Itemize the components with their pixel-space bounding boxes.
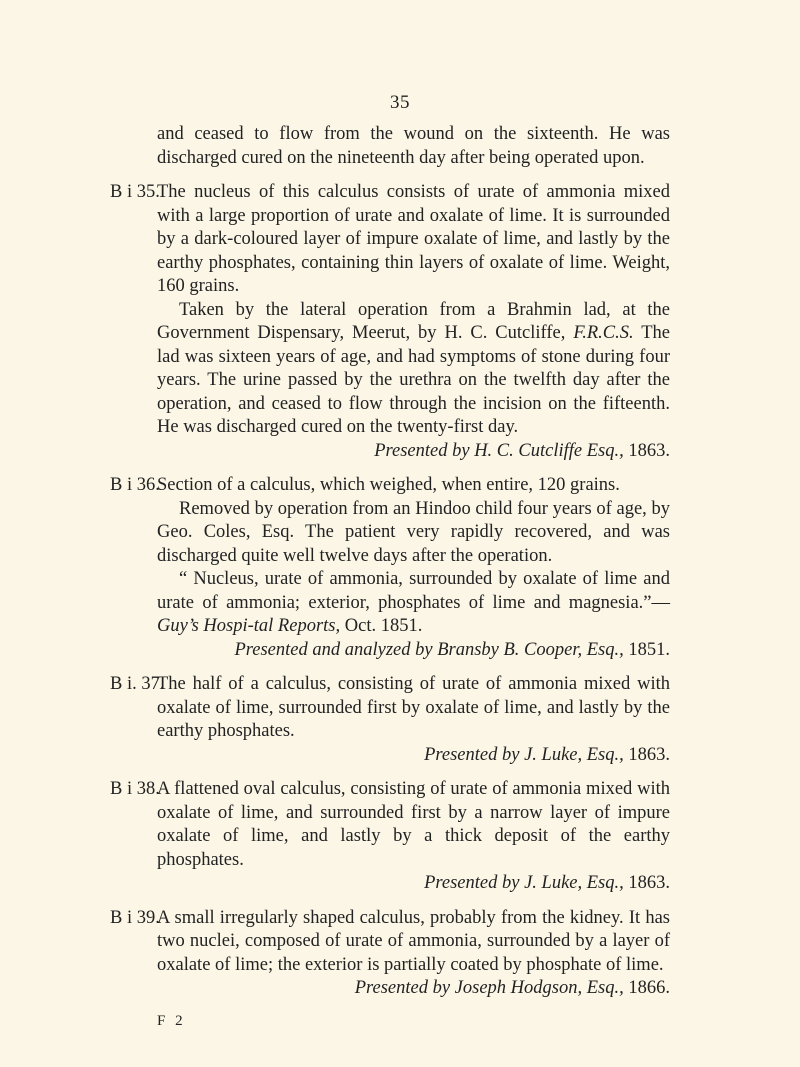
entry-history: Removed by operation from an Hindoo child four years of age, by Geo. Coles, Esq. The patient very rapidly recovered, and was discharged quite well twelve days after the operation.: [157, 498, 670, 566]
credit-year: 1863.: [628, 873, 670, 893]
entry-credit: [157, 639, 670, 663]
entry-description: Section of a calculus, which weighed, when entire, 120 grains.: [157, 475, 620, 495]
continuation-paragraph: [110, 123, 670, 170]
entry-credit: [157, 440, 670, 464]
entry-description: The nucleus of this calculus consists of urate of ammonia mixed with a large proportion of urate and oxalate of lime. It is surrounded by a dark-coloured layer of impure oxalate of lime, and lastly by the earthy phosphates, containing thin layers of oxalate of lime. Weight, 160 grains.: [157, 182, 670, 296]
entry-description: A small irregularly shaped calculus, probably from the kidney. It has two nuclei, composed of urate of ammonia, surrounded by a layer of oxalate of lime; the exterior is partially coated by phosphate of lime.: [157, 907, 670, 975]
page-body: [110, 123, 670, 1033]
entry-label: B i 38.: [110, 779, 160, 799]
history-text-rest: The lad was sixteen years of age, and had symptoms of stone during four years. The urine passed by the urethra on the twelfth day after the operation, and ceased to flow through the incision on the fifteenth. He was discharged cured on the twenty-first day.: [157, 323, 671, 437]
entry-quote: [157, 568, 670, 639]
entry-description: The half of a calculus, consisting of urate of ammonia mixed with oxalate of lime, surrounded first by oxalate of lime, and lastly by the earthy phosphates.: [157, 674, 670, 741]
history-italic: F.R.C.S.: [573, 323, 634, 343]
entry-credit: [157, 744, 670, 768]
credit-year: 1866.: [628, 978, 670, 998]
credit-year: 1863.: [628, 440, 670, 461]
catalogue-entry: [110, 778, 670, 896]
catalogue-entry: [110, 907, 670, 1001]
quote-text: “ Nucleus, urate of ammonia, surrounded by oxalate of lime and urate of ammonia; exterior, phosphates of lime and magnesia.”—: [157, 569, 670, 613]
credit-year: 1851.: [628, 639, 670, 660]
signature-mark: F 2: [157, 1012, 186, 1029]
quote-source: Guy’s Hospi-tal Reports,: [157, 616, 341, 636]
entry-label: B i 36.: [110, 475, 160, 495]
catalogue-entry: [110, 474, 670, 662]
catalogue-entry: [110, 673, 670, 767]
quote-date: Oct. 1851.: [344, 616, 423, 636]
history-text: Taken by the lateral operation from a Brahmin lad, at the Government Dispensary, Meerut, by H. C. Cutcliffe,: [157, 299, 670, 343]
entry-credit: [157, 977, 670, 1001]
catalogue-entry: [110, 181, 670, 463]
credit-donor: Presented by J. Luke, Esq.,: [424, 873, 624, 893]
continuation-text: and ceased to flow from the wound on the sixteenth. He was discharged cured on the nineteenth day after being operated upon.: [157, 124, 670, 168]
entry-description: A flattened oval calculus, consisting of urate of ammonia mixed with oxalate of lime, and surrounded first by a narrow layer of impure oxalate of lime, and lastly by a thick deposit of the earthy phosphates.: [157, 779, 670, 870]
credit-donor: Presented by Joseph Hodgson, Esq.,: [354, 978, 624, 998]
credit-donor: Presented and analyzed by Bransby B. Cooper, Esq.,: [234, 639, 624, 660]
entry-history: [157, 299, 670, 440]
credit-donor: Presented by H. C. Cutcliffe Esq.,: [374, 440, 624, 461]
credit-donor: Presented by J. Luke, Esq.,: [424, 744, 624, 765]
entry-label: B i 39.: [110, 907, 160, 928]
entry-label: B i 35.: [110, 182, 160, 202]
credit-year: 1863.: [628, 744, 670, 765]
page-number: 35: [390, 92, 410, 113]
entry-credit: [157, 872, 670, 896]
entry-label: B i. 37.: [110, 674, 165, 694]
